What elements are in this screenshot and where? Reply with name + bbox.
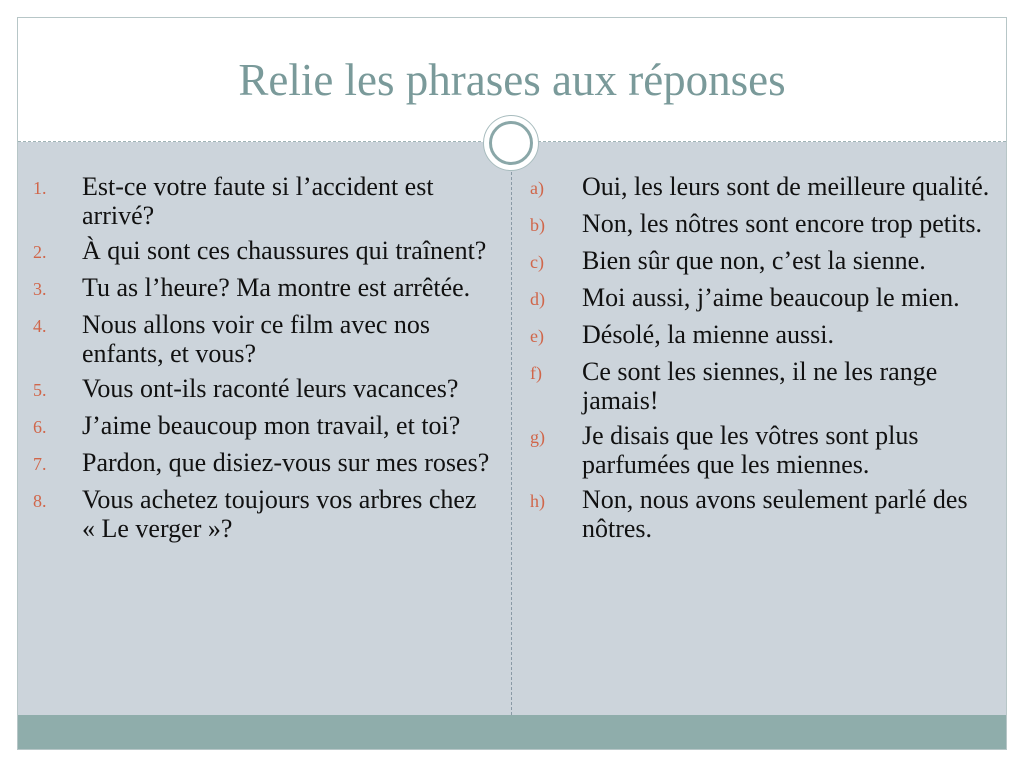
item-letter: g) [530, 427, 545, 447]
question-text: Vous ont-ils raconté leurs vacances? [82, 374, 459, 403]
list-item [33, 374, 493, 405]
question-text: Tu as l’heure? Ma montre est arrêtée. [82, 273, 471, 302]
list-item [33, 236, 493, 267]
question-text: Pardon, que disiez-vous sur mes roses? [82, 448, 490, 477]
answer-text: Oui, les leurs sont de meilleure qualité. [582, 172, 990, 201]
list-item [33, 172, 493, 230]
answer-text: Ce sont les siennes, il ne les range jamais! [582, 357, 938, 415]
list-item [530, 320, 995, 351]
circle-ornament-inner [489, 121, 533, 165]
answer-text: Non, les nôtres sont encore trop petits. [582, 209, 983, 238]
question-text: J’aime beaucoup mon travail, et toi? [82, 411, 461, 440]
question-text: Nous allons voir ce film avec nos enfants, et vous? [82, 310, 431, 368]
question-text: Vous achetez toujours vos arbres chez « Le verger »? [82, 485, 477, 543]
answer-text: Moi aussi, j’aime beaucoup le mien. [582, 283, 960, 312]
list-item [33, 411, 493, 442]
list-item [530, 172, 995, 203]
column-divider [511, 142, 512, 715]
item-number: 3. [33, 279, 47, 299]
answers-list [530, 172, 995, 549]
slide-title: Relie les phrases aux réponses [238, 55, 786, 105]
list-item [33, 310, 493, 368]
answer-text: Désolé, la mienne aussi. [582, 320, 834, 349]
question-text: Est-ce votre faute si l’accident est arrivé? [82, 172, 434, 230]
item-number: 7. [33, 454, 47, 474]
answer-text: Bien sûr que non, c’est la sienne. [582, 246, 926, 275]
item-letter: e) [530, 326, 544, 346]
item-letter: a) [530, 178, 544, 198]
list-item [530, 485, 995, 543]
list-item [33, 448, 493, 479]
answer-text: Je disais que les vôtres sont plus parfumées que les miennes. [582, 421, 919, 479]
item-letter: b) [530, 215, 545, 235]
item-number: 6. [33, 417, 47, 437]
circle-ornament-icon [483, 115, 539, 171]
list-item [33, 273, 493, 304]
list-item [530, 283, 995, 314]
footer-band [18, 715, 1006, 749]
list-item [33, 485, 493, 543]
item-number: 8. [33, 491, 47, 511]
item-letter: c) [530, 252, 544, 272]
list-item [530, 421, 995, 479]
item-number: 2. [33, 242, 47, 262]
item-number: 1. [33, 178, 47, 198]
question-text: À qui sont ces chaussures qui traînent? [82, 236, 487, 265]
list-item [530, 357, 995, 415]
item-number: 5. [33, 380, 47, 400]
item-number: 4. [33, 316, 47, 336]
item-letter: f) [530, 363, 542, 383]
questions-list [33, 172, 493, 549]
item-letter: h) [530, 491, 545, 511]
answer-text: Non, nous avons seulement parlé des nôtres. [582, 485, 968, 543]
list-item [530, 209, 995, 240]
item-letter: d) [530, 289, 545, 309]
list-item [530, 246, 995, 277]
